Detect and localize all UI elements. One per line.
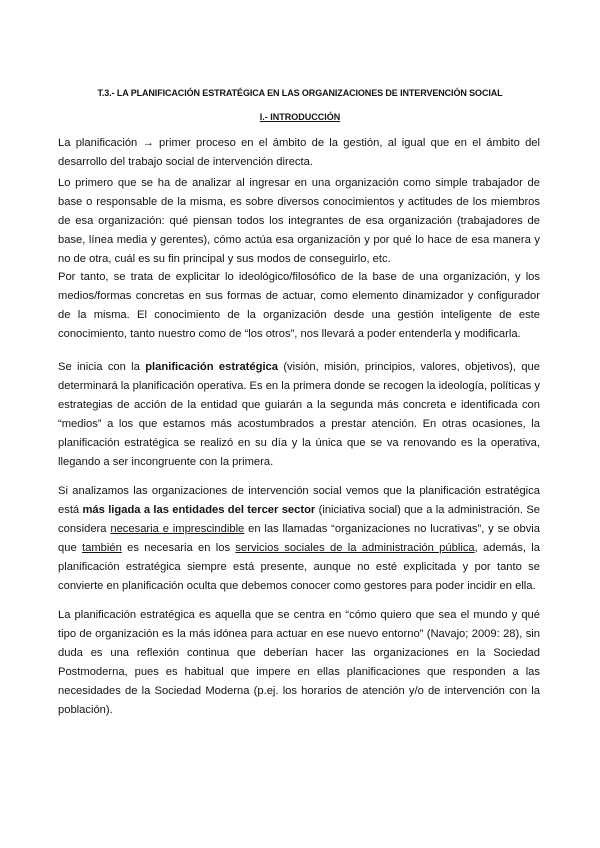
paragraph-4 <box>58 358 540 472</box>
p5-text-b: (iniciativa social) que a la administración. Se considera <box>58 504 541 535</box>
section-heading-text: I.- INTRODUCCIÓN <box>259 112 341 122</box>
document-title: T.3.- LA PLANIFICACIÓN ESTRATÉGICA EN LAS ORGANIZACIONES DE INTERVENCIÓN SOCIAL <box>97 88 503 98</box>
p5-bold-term: más ligada a las entidades del tercer sector <box>82 504 316 516</box>
p5-text-d: es necesaria en los <box>127 542 231 554</box>
p5-text-e: , además, la planificación estratégica siempre está presente, aunque no esté explicitada y por tanto se convierte en planificación oculta que debemos conocer como gestores para poder incidir en ella. <box>58 542 540 592</box>
paragraph-2 <box>58 174 540 269</box>
p4-bold-term: planificación estratégica <box>145 361 278 373</box>
paragraph-5 <box>58 482 540 596</box>
section-heading <box>60 112 540 122</box>
p1-text-b: primer proceso en el ámbito de la gestión, al igual que en el ámbito del desarrollo del trabajo social de intervención directa. <box>58 137 541 168</box>
arrow-icon: → <box>142 137 154 149</box>
p5-underline-1: necesaria e imprescindible <box>110 523 245 535</box>
p5-text-a: Si analizamos las organizaciones de intervención social vemos que la planificación estratégica está <box>58 485 540 516</box>
p4-text-b: (visión, misión, principios, valores, objetivos), que determinará la planificación operativa. Es en la primera donde se recogen la ideología, políticas y estrategias de acción de la entidad que guiarán a la segunda más concreta e identificada con “medios” a los que estamos más acostumbrados a prestar atención. En otras ocasiones, la planificación estratégica se realizó en su día y la única que se va renovando es la operativa, llegando a ser incongruente con la primera. <box>58 361 540 468</box>
p2-text: Lo primero que se ha de analizar al ingresar en una organización como simple trabajador de base o responsable de la misma, es sobre diversos conocimientos y actitudes de los miembros de esa organización: qué piensan todos los integrantes de esa organización (trabajadores de base, línea media y gerentes), cómo actúa esa organización y por qué lo hace de esa manera y no de otra, cuál es su fin principal y sus modos de conseguirlo, etc. <box>58 177 540 265</box>
paragraph-6 <box>58 606 540 720</box>
p4-text-a: Se inicia con la <box>58 361 140 373</box>
p1-text-a: La planificación <box>58 137 138 149</box>
p5-text-c: en las llamadas “organizaciones no lucrativas”, y se obvia que <box>58 523 541 554</box>
p3-text: Por tanto, se trata de explicitar lo ideológico/filosófico de la base de una organización, y los medios/formas concretas en sus formas de actuar, como elemento dinamizador y configurador de la misma. El conocimiento de la organización desde una gestión inteligente de este conocimiento, tanto nuestro como de “los otros”, nos llevará a poder entenderla y modificarla. <box>58 271 540 340</box>
p5-underline-2: también <box>81 542 122 554</box>
paragraph-3 <box>58 268 540 344</box>
paragraph-1 <box>58 134 540 172</box>
p5-underline-3: servicios sociales de la administración pública <box>235 542 475 554</box>
p6-text: La planificación estratégica es aquella que se centra en “cómo quiero que sea el mundo y qué tipo de organización es la más idónea para actuar en ese nuevo entorno” (Navajo; 2009: 28), sin duda es una reflexión continua que deberían hacer las organizaciones en la Sociedad Postmoderna, pues es habitual que impere en ellas planificaciones que responden a las necesidades de la Sociedad Moderna (p.ej. los horarios de atención y/o de intervención con la población). <box>58 609 540 716</box>
